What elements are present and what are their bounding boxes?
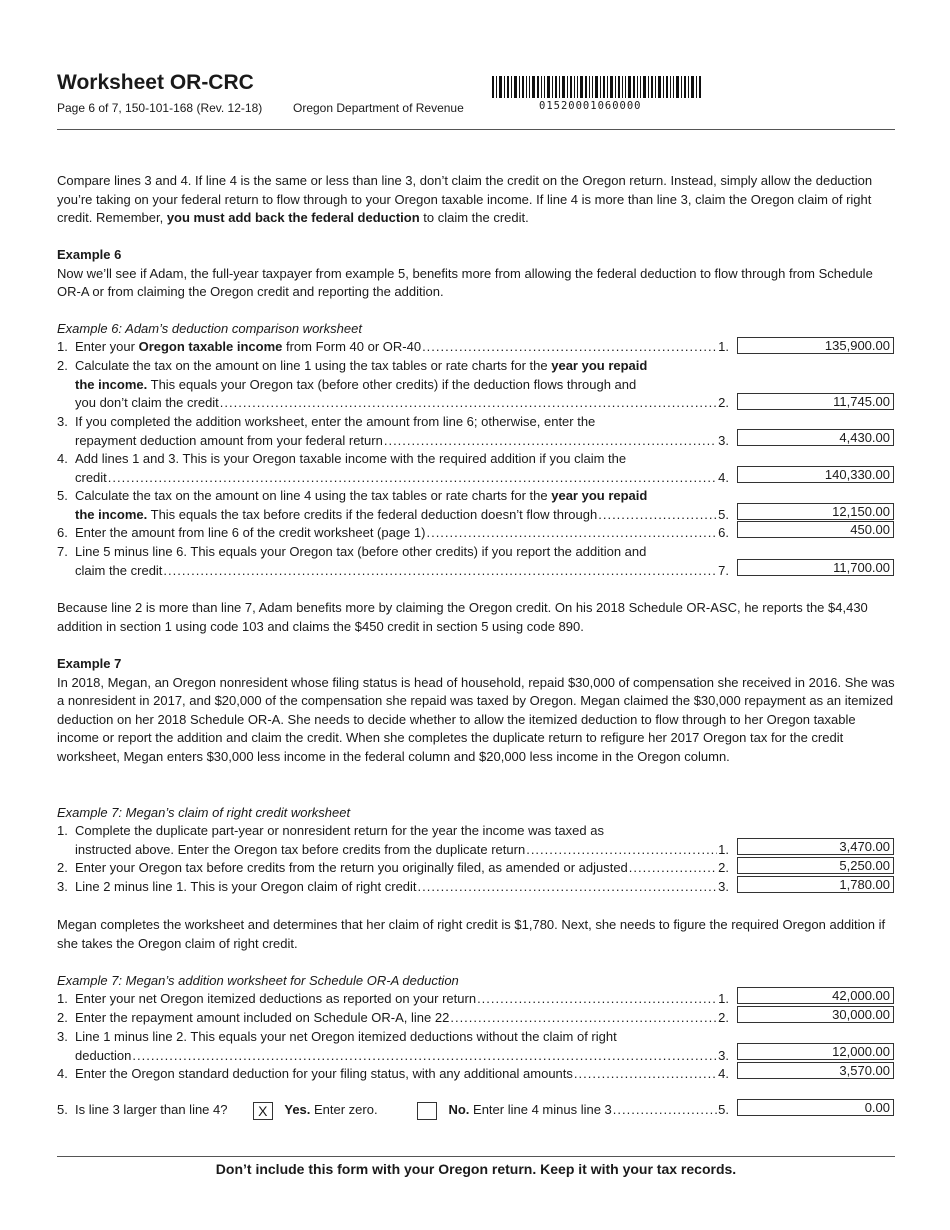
ex6-line-4: 4. Add lines 1 and 3. This is your Oregon taxable income with the required addition if you claim the credit ..... 4. [57,450,729,487]
ex7-ws2-line-5: 5. Is line 3 larger than line 4? X Yes. Enter zero. No. Enter line 4 minus line 3 ..... 5. [57,1101,729,1120]
ex7-ws2-amount-2[interactable]: 30,000.00 [737,1006,894,1023]
ex7-ws2-line-3: 3. Line 1 minus line 2. This equals your net Oregon itemized deductions without the claim of right deduction ..... 3. [57,1028,729,1065]
ex6-line-3: 3. If you completed the addition worksheet, enter the amount from line 6; otherwise, enter the repayment deduction amount from your federal return ..... 3. [57,413,729,450]
ex6-amount-1[interactable]: 135,900.00 [737,337,894,354]
line5-question: Is line 3 larger than line 4? [75,1102,228,1117]
ex7-ws2-line-1: 1. Enter your net Oregon itemized deductions as reported on your return ..... 1. [57,990,729,1009]
intro-paragraph: Compare lines 3 and 4. If line 4 is the same or less than line 3, don’t claim the credit on the Oregon return. Instead, simply allow the deduction you’re taking on your federal return to flow through to your Oregon taxable income. If line 4 is more than line 3, claim the Oregon claim of right credit. Remember, you must add back the federal deduction to claim the credit. [57,173,873,225]
no-checkbox[interactable] [417,1102,437,1120]
example-6-section [57,246,897,302]
form-header [57,70,895,130]
ex7-ws2-amount-1[interactable]: 42,000.00 [737,987,894,1004]
barcode-number: 01520001060000 [539,100,642,112]
form-title: Worksheet OR-CRC [57,71,254,94]
example-7-worksheet1-title: Example 7: Megan’s claim of right credit worksheet [57,805,351,820]
ex7-ws1-line-1: 1. Complete the duplicate part-year or nonresident return for the year the income was taxed as instructed above. Enter the Oregon tax before credits from the duplicate return ..... 1. [57,822,729,859]
ex7-ws2-amount-3[interactable]: 12,000.00 [737,1043,894,1060]
page-info: Page 6 of 7, 150-101-168 (Rev. 12-18) [57,101,263,115]
header-divider [57,129,895,130]
ex7-ws1-amount-1[interactable]: 3,470.00 [737,838,894,855]
ex6-line-6: 6. Enter the amount from line 6 of the credit worksheet (page 1) ..... 6. [57,524,729,543]
ex6-line-7: 7. Line 5 minus line 6. This equals your Oregon tax (before other credits) if you report the addition and claim the credit ..... 7. [57,543,729,580]
ex6-line-5: 5. Calculate the tax on the amount on line 4 using the tax tables or rate charts for the year you repaid the income. This equals the tax before credits if the federal deduction doesn’t flow through ..... 5. [57,487,729,524]
footer-divider [57,1156,895,1157]
ex6-amount-4[interactable]: 140,330.00 [737,466,894,483]
example-7-worksheet2-title: Example 7: Megan’s addition worksheet for Schedule OR-A deduction [57,973,459,988]
footer-note: Don’t include this form with your Oregon return. Keep it with your tax records. [215,1161,737,1177]
ex7-ws2-line-4: 4. Enter the Oregon standard deduction for your filing status, with any additional amounts ..... 4. [57,1065,729,1084]
example-6-text: Now we’ll see if Adam, the full-year taxpayer from example 5, benefits more from allowing the federal deduction to flow through from Schedule OR-A or from claiming the Oregon credit and reporting the addition. [57,265,873,299]
ex7-ws2-amount-5[interactable]: 0.00 [737,1099,894,1116]
ex7-ws2-amount-4[interactable]: 3,570.00 [737,1062,894,1079]
example-7-heading: Example 7 [57,656,122,671]
ex7-ws1-amount-2[interactable]: 5,250.00 [737,857,894,874]
ex7-ws1-line-2: 2. Enter your Oregon tax before credits from the return you originally filed, as amended or adjusted ..... 2. [57,859,729,878]
example-6-heading: Example 6 [57,247,122,262]
ex7-ws1-line-3: 3. Line 2 minus line 1. This is your Oregon claim of right credit ..... 3. [57,878,729,897]
ex6-line-1: 1. Enter your Oregon taxable income from Form 40 or OR-40 ..... 1. [57,338,729,357]
ex6-line-2: 2. Calculate the tax on the amount on line 1 using the tax tables or rate charts for the year you repaid the income. This equals your Oregon tax (before other credits) if the deduction flows through and you don’t claim the credit ..... 2. [57,357,729,413]
barcode-image [492,76,702,98]
ex6-amount-5[interactable]: 12,150.00 [737,503,894,520]
yes-checkbox[interactable]: X [253,1102,273,1120]
example-7-text: In 2018, Megan, an Oregon nonresident whose filing status is head of household, repaid $30,000 of compensation she received in 2016. She was a nonresident in 2017, and $20,000 of the compensation she repaid was taxed by Oregon. Megan claimed the $30,000 repayment as an itemized deduction on her 2018 Schedule OR-A. She needs to decide whether to allow the itemized deduction to flow through to her Oregon taxable income or report the addition and claim the credit. When she completes the duplicate return to refigure her 2017 Oregon tax for the credit worksheet, Megan enters $30,000 less income in the federal column and $20,000 less income in the Oregon column. [57,674,895,764]
ex6-amount-6[interactable]: 450.00 [737,521,894,538]
ex7-ws1-amount-3[interactable]: 1,780.00 [737,876,894,893]
department-name: Oregon Department of Revenue [293,101,464,115]
ex7-ws2-line-2: 2. Enter the repayment amount included on Schedule OR-A, line 22 ..... 2. [57,1009,729,1028]
example-7-section [57,655,897,766]
ex6-amount-2[interactable]: 11,745.00 [737,393,894,410]
example-7-mid-text: Megan completes the worksheet and determines that her claim of right credit is $1,780. Next, she needs to figure the required Oregon addition if she takes the Oregon claim of right credit. [57,917,886,951]
example-6-worksheet-title: Example 6: Adam’s deduction comparison worksheet [57,321,362,336]
ex6-amount-7[interactable]: 11,700.00 [737,559,894,576]
ex6-amount-3[interactable]: 4,430.00 [737,429,894,446]
example-6-conclusion: Because line 2 is more than line 7, Adam benefits more by claiming the Oregon credit. On his 2018 Schedule OR-ASC, he reports the $4,430 addition in section 1 using code 103 and claims the $450 credit in section 5 using code 890. [57,600,868,634]
